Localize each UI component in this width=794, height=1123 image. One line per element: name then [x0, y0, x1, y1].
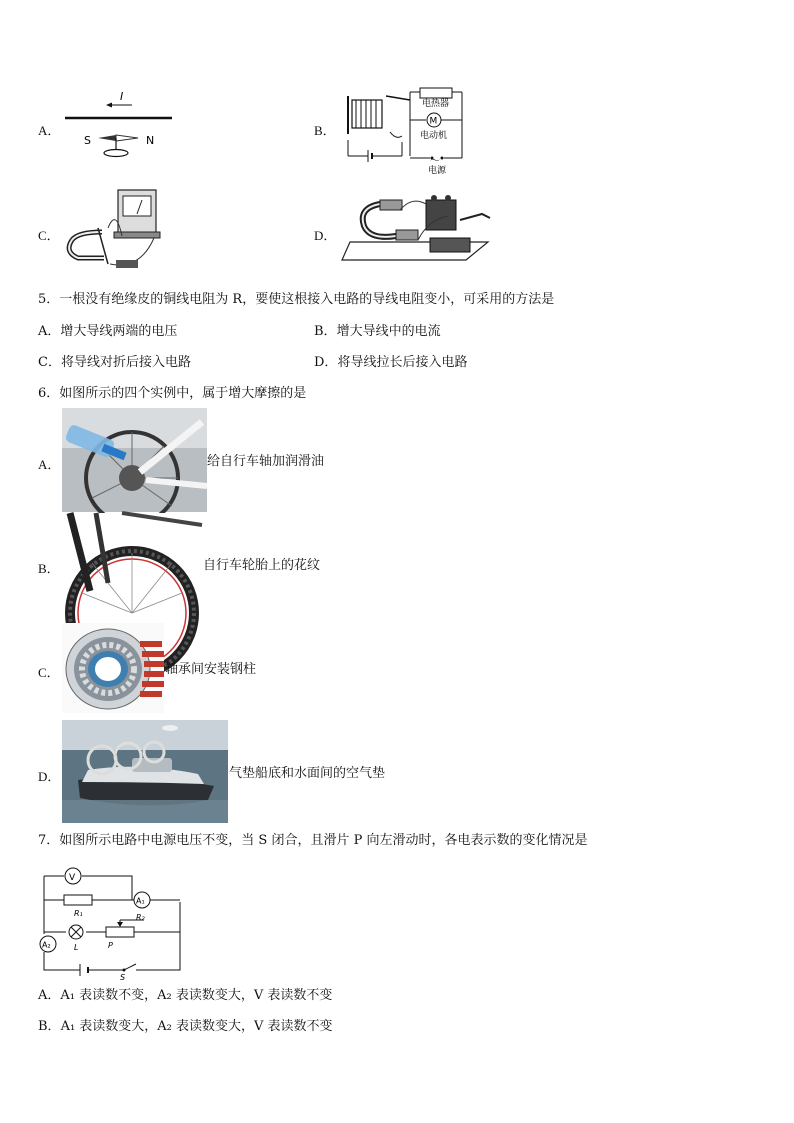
q5-stem: 5．一根没有绝缘皮的铜线电阻为 R，要使这根接入电路的导线电阻变小，可采用的方法是	[38, 292, 555, 307]
q7-stem: 7．如图所示电路中电源电压不变，当 S 闭合，且滑片 P 向左滑动时，各电表示数的变化情况是	[38, 833, 588, 848]
q6-stem: 6．如图所示的四个实例中，属于增大摩擦的是	[38, 386, 307, 401]
q5-option-a[interactable]	[38, 324, 177, 340]
q5-option-d[interactable]	[314, 355, 467, 371]
hovercraft-photo	[62, 720, 228, 823]
option-caption: 自行车轮胎上的花纹	[203, 558, 321, 573]
option-text: 增大导线中的电流	[336, 324, 441, 339]
option-letter: A．	[38, 324, 61, 339]
option-letter: D．	[314, 228, 337, 243]
option-letter: D．	[38, 769, 61, 784]
q7-option-b[interactable]	[38, 1019, 333, 1035]
pole-n-label: N	[146, 134, 155, 147]
heater-label: 电热器	[422, 99, 450, 109]
option-text: 将导线拉长后接入电路	[337, 355, 468, 370]
option-caption: 气垫船底和水面间的空气垫	[229, 766, 386, 781]
motor-label: 电动机	[420, 131, 448, 141]
pole-s-label: S	[84, 134, 91, 147]
motor-experiment-image	[340, 190, 500, 270]
circuit-diagram	[36, 860, 184, 982]
ac-symbol: ～	[430, 156, 440, 167]
switch-label: S	[120, 973, 126, 982]
galvanometer-experiment-image	[62, 188, 162, 274]
option-text: 增大导线两端的电压	[60, 324, 178, 339]
ammeter-a2-label: A₂	[42, 940, 51, 950]
ammeter-a1-label: A₁	[136, 896, 145, 906]
option-letter: A．	[38, 988, 61, 1003]
option-letter: B．	[38, 561, 60, 576]
bicycle-tire-photo	[62, 513, 202, 617]
option-letter: A．	[38, 457, 61, 472]
q7-option-a[interactable]	[38, 988, 332, 1004]
lamp-label: L	[74, 943, 79, 952]
roller-bearing-photo	[62, 623, 164, 713]
option-letter: B．	[314, 123, 336, 138]
relay-circuit-diagram	[340, 84, 470, 174]
option-text: A₁ 表读数变大，A₂ 表读数变大，V 表读数不变	[60, 1019, 333, 1034]
option-letter: C．	[38, 355, 61, 370]
voltmeter-label: V	[69, 873, 76, 883]
option-text: A₁ 表读数不变，A₂ 表读数变大，V 表读数不变	[60, 988, 333, 1003]
option-letter: A．	[38, 123, 61, 138]
q5-option-c[interactable]	[38, 355, 191, 371]
option-letter: B．	[314, 324, 337, 339]
bicycle-oiling-photo	[62, 408, 207, 512]
source-label: 电源	[428, 166, 447, 176]
current-label: I	[120, 90, 124, 103]
option-caption: 给自行车轴加润滑油	[207, 454, 325, 469]
slider-p-label: P	[108, 941, 113, 950]
r1-label: R₁	[74, 909, 83, 918]
option-letter: C．	[38, 665, 60, 680]
option-text: 将导线对折后接入电路	[60, 355, 191, 370]
option-letter: D．	[314, 355, 338, 370]
option-letter: C．	[38, 228, 60, 243]
option-letter: B．	[38, 1019, 61, 1034]
q5-option-b[interactable]	[314, 324, 441, 340]
r2-label: R₂	[136, 913, 145, 922]
compass-wire-diagram	[60, 88, 180, 160]
option-caption: 轴承间安装钢柱	[165, 662, 257, 677]
motor-symbol: M	[429, 116, 438, 127]
